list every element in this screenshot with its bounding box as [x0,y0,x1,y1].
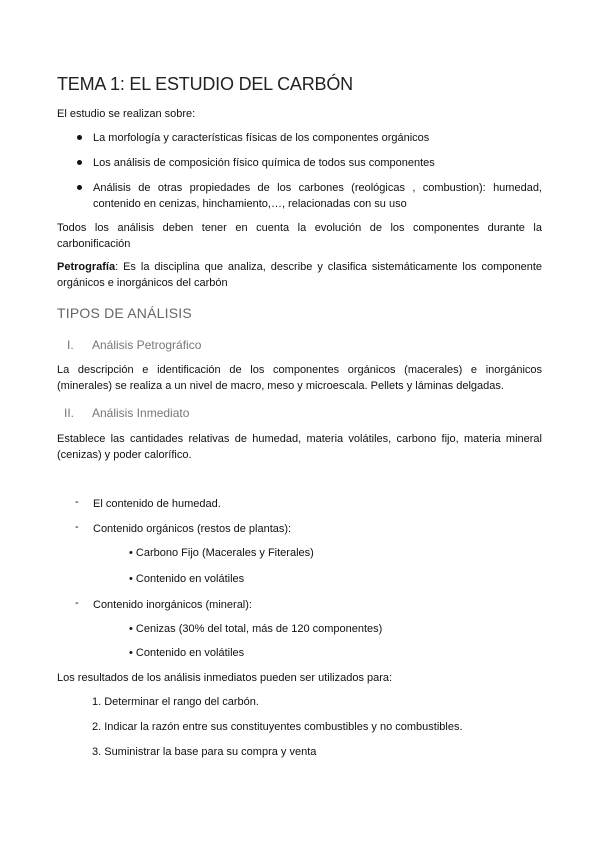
bullet-icon [77,185,82,190]
subsection-heading: Análisis Petrográfico [92,338,202,352]
numbered-item: 1. Determinar el rango del carbón. [92,696,259,708]
dash-item: Contenido inorgánicos (mineral): [93,599,252,611]
petrografia-paragraph [57,259,542,291]
dash-marker: - [75,496,79,508]
section-heading: TIPOS DE ANÁLISIS [57,305,192,321]
sub-bullet-item: • Contenido en volátiles [129,647,245,659]
evolution-paragraph: Todos los análisis deben tener en cuenta la evolución de los componentes durante la carbonificación [57,222,542,250]
dash-marker: - [75,521,79,533]
subsection-numeral: II. [64,406,75,420]
results-intro: Los resultados de los análisis inmediatos pueden ser utilizados para: [57,672,393,684]
page-title: TEMA 1: EL ESTUDIO DEL CARBÓN [57,74,353,94]
sub-bullet-item: • Cenizas (30% del total, más de 120 componentes) [129,623,383,635]
intro-text: El estudio se realizan sobre: [57,108,196,120]
petrographic-paragraph: La descripción e identificación de los componentes orgánicos (macerales) e inorgánicos (minerales) se realiza a un nivel de macro, meso y microescala. Pellets y láminas delgadas. [57,364,542,392]
petrografia-definition: : Es la disciplina que analiza, describe y clasifica sistemáticamente los componente orgánicos e inorgánicos del carbón [57,261,542,289]
inmediato-paragraph: Establece las cantidades relativas de humedad, materia volátiles, carbono fijo, materia mineral (cenizas) y poder calorífico. [57,433,542,461]
sub-bullet-item: • Carbono Fijo (Macerales y Fiterales) [129,547,314,559]
bullet-item: La morfología y características físicas de los componentes orgánicos [93,132,430,144]
numbered-item: 2. Indicar la razón entre sus constituyentes combustibles y no combustibles. [92,721,463,733]
dash-item: El contenido de humedad. [93,498,221,510]
dash-item: Contenido orgánicos (restos de plantas): [93,523,292,535]
dash-marker: - [75,597,79,609]
sub-bullet-item: • Contenido en volátiles [129,573,245,585]
subsection-numeral: I. [67,338,74,352]
petrografia-term: Petrografía [57,261,116,273]
subsection-heading: Análisis Inmediato [92,406,190,420]
bullet-icon [77,160,82,165]
bullet-item: Los análisis de composición físico química de todos sus componentes [93,157,435,169]
bullet-icon [77,135,82,140]
bullet-item: Análisis de otras propiedades de los carbones (reológicas , combustion): humedad, contenido en cenizas, hinchamiento,…, relacionadas con su uso [93,182,542,210]
numbered-item: 3. Suministrar la base para su compra y venta [92,746,317,758]
